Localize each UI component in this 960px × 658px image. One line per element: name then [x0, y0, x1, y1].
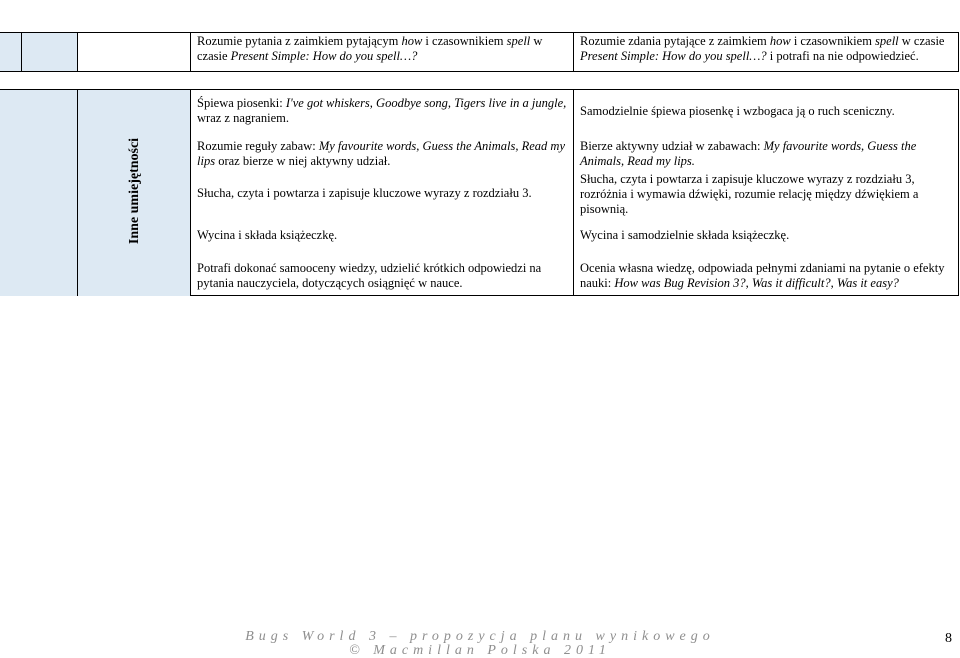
left-item-self-assessment	[197, 261, 569, 291]
section-bottom-border	[190, 295, 959, 296]
row1-left-text	[197, 34, 569, 64]
text-run: how	[401, 34, 423, 48]
right-item-games	[580, 139, 952, 169]
left-item-keywords	[197, 186, 569, 201]
text-run: My favourite words, Guess the Animals, Read my lips.	[580, 139, 917, 168]
left-item-booklet	[197, 228, 569, 243]
text-run: Słucha, czyta i powtarza i zapisuje kluczowe wyrazy z rozdziału 3.	[197, 186, 532, 200]
text-run: Wycina i samodzielnie składa książeczkę.	[580, 228, 790, 242]
row1-divider-e	[958, 32, 959, 72]
row1-shade-band	[0, 33, 77, 71]
text-run: w czasie	[197, 34, 543, 63]
text-run: Rozumie reguły zabaw:	[197, 139, 319, 153]
footer-copyright: © Macmillan Polska 2011	[349, 643, 611, 658]
row1-top-border	[0, 32, 959, 33]
text-run: Present Simple: How do you spell…?	[580, 49, 767, 63]
row1-right-cell	[580, 34, 952, 64]
text-run: Słucha, czyta i powtarza i zapisuje kluczowe wyrazy z rozdziału 3, rozróżnia i wymawia dźwięki, rozumie relację między dźwiękiem a pisownią.	[580, 172, 919, 216]
text-run: Potrafi dokonać samooceny wiedzy, udzielić krótkich odpowiedzi na pytania nauczyciela, dotyczących osiągnięć w nauce.	[197, 261, 542, 290]
text-run: how	[769, 34, 791, 48]
text-run: wraz z nagraniem.	[197, 111, 289, 125]
right-item-self-assessment	[580, 261, 952, 291]
page-number: 8	[945, 631, 952, 646]
text-run: i czasownikiem	[790, 34, 876, 48]
row1-divider-c	[190, 32, 191, 72]
row1-divider-d	[573, 32, 574, 72]
text-run: Śpiewa piosenki:	[197, 96, 286, 110]
section-label: Inne umiejętności	[127, 137, 142, 245]
row1-left-cell	[197, 34, 569, 64]
row1-bottom-border	[0, 71, 959, 72]
text-run: Rozumie pytania z zaimkiem pytającym	[197, 34, 402, 48]
right-item-songs	[580, 104, 952, 119]
row1-right-text	[580, 34, 952, 64]
text-run: spell	[506, 34, 531, 48]
left-item-games	[197, 139, 569, 169]
text-run: i potrafi na nie odpowiedzieć.	[766, 49, 919, 63]
text-run: How was Bug Revision 3?, Was it difficult?, Was it easy?	[614, 276, 899, 290]
text-run: Ocenia własna wiedzę, odpowiada pełnymi zdaniami na pytanie o efekty nauki:	[580, 261, 945, 290]
right-item-booklet	[580, 228, 952, 243]
text-run: Wycina i składa książeczkę.	[197, 228, 338, 242]
text-run: Present Simple: How do you spell…?	[230, 49, 418, 63]
text-run: spell	[875, 34, 899, 48]
text-run: w czasie	[898, 34, 945, 48]
text-run: Bierze aktywny udział w zabawach:	[580, 139, 764, 153]
section-divider-a	[77, 89, 78, 296]
left-item-songs	[197, 96, 569, 126]
row1-divider-a	[21, 32, 22, 72]
text-run: I've got whiskers, Goodbye song, Tigers live in a jungle,	[285, 96, 567, 110]
text-run: oraz bierze w niej aktywny udział.	[215, 154, 391, 168]
footer-title: Bugs World 3 – propozycja planu wynikowego	[245, 629, 715, 644]
section-divider-d	[958, 89, 959, 296]
row1-divider-b	[77, 32, 78, 72]
text-run: My favourite words, Guess the Animals, Read my lips	[197, 139, 565, 168]
section-shade-band	[0, 90, 190, 296]
text-run: Samodzielnie śpiewa piosenkę i wzbogaca ją o ruch sceniczny.	[580, 104, 895, 118]
section-divider-b	[190, 89, 191, 296]
right-item-keywords	[580, 172, 952, 217]
text-run: Rozumie zdania pytające z zaimkiem	[580, 34, 770, 48]
section-divider-c	[573, 89, 574, 296]
text-run: i czasownikiem	[422, 34, 507, 48]
section-top-border	[0, 89, 959, 90]
